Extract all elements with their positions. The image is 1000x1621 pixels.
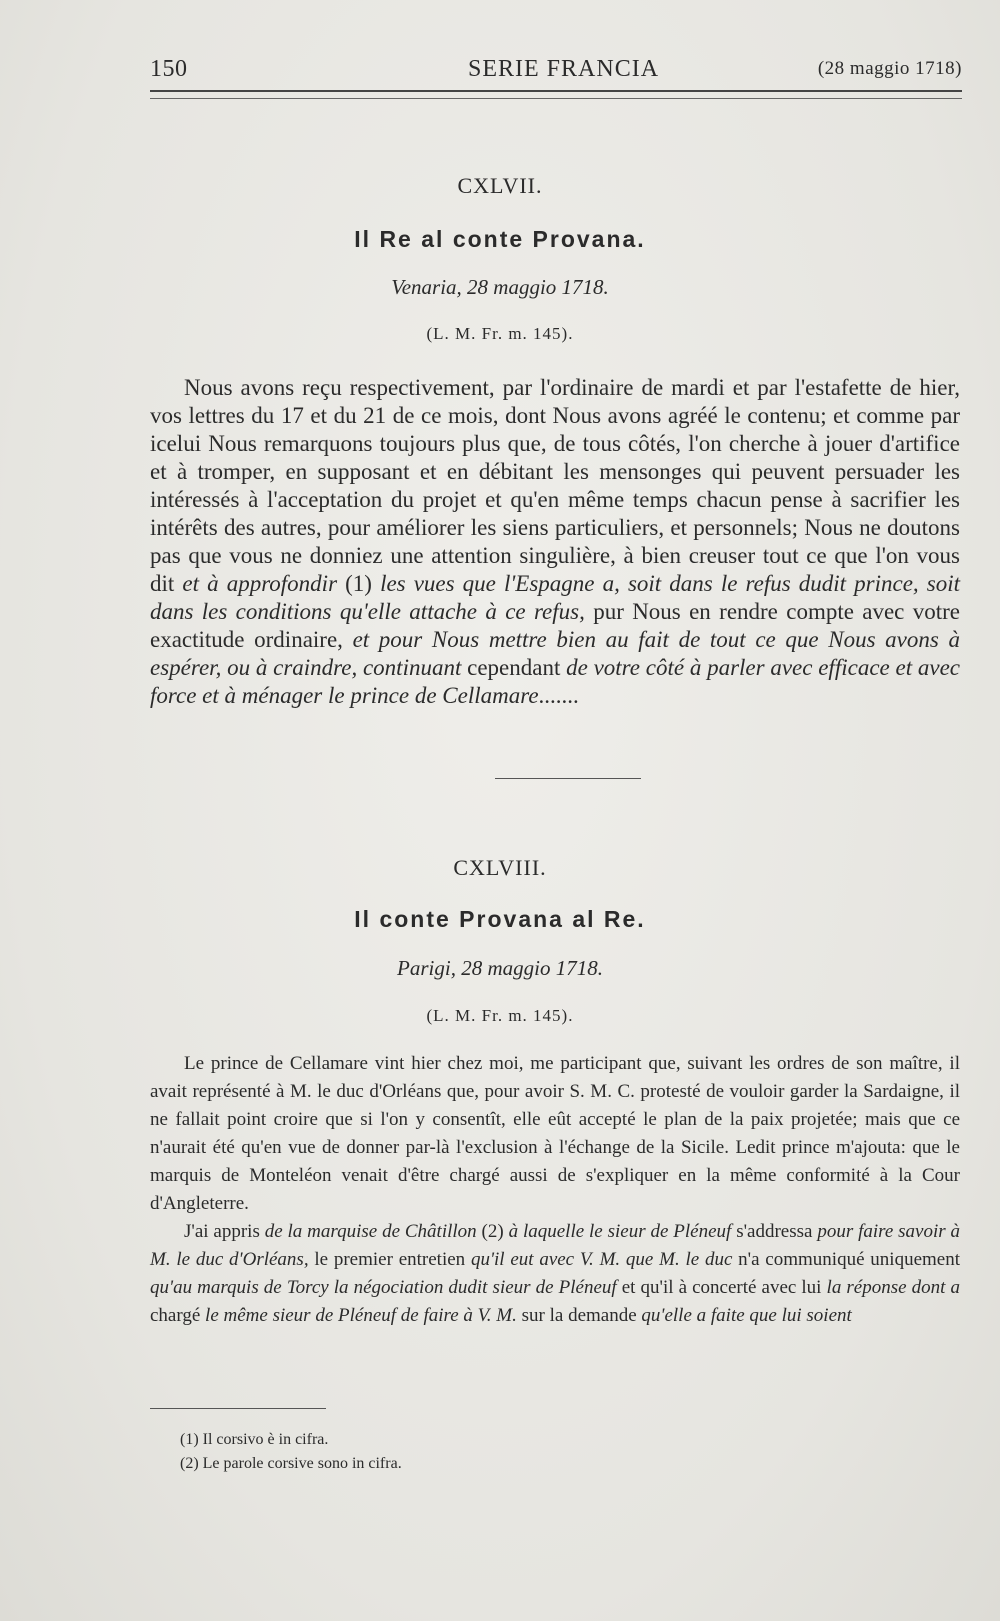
text-run: ....... xyxy=(538,683,579,708)
doc1-source: (L. M. Fr. m. 145). xyxy=(426,324,574,343)
ciphered-run: qu'elle a faite que lui soient xyxy=(641,1305,852,1326)
page-number: 150 xyxy=(150,56,188,82)
text-run: sur la demande xyxy=(516,1305,642,1326)
text-run: (1) xyxy=(337,571,381,596)
text-run: Nous avons reçu respectivement, par l'ordinaire de mardi et par l'estafette de hier, vos lettres du 17 et du 21 de ce mois, dont Nous avons agréé le contenu; et comme par icelui Nous remarquons toujours plus que, de tous côtés, l'on cherche à jouer d'artifice et à tromper, en supposant et en débitant les mensonges qui peuvent persuader les intéressés à l'acceptation du projet et qu'en même temps chacun pense à sacrifier les intérêts des autres, pour améliorer les siens particuliers, et personnels; Nous ne doutons pas que vous ne donniez une attention singulière, à bien creuser tout ce que l'on vous dit xyxy=(150,375,960,596)
header-rule xyxy=(150,90,962,99)
doc2-source: (L. M. Fr. m. 145). xyxy=(426,1006,574,1025)
ciphered-run: de votre côté à parler avec efficace et avec force et à ménager le prince de Cellamare xyxy=(150,655,960,708)
text-run: chargé xyxy=(150,1305,206,1326)
footnotes xyxy=(180,1428,402,1476)
doc1-place-date: Venaria, 28 maggio 1718. xyxy=(391,275,609,299)
footnote-rule xyxy=(150,1408,326,1409)
doc2-title: Il conte Provana al Re. xyxy=(354,906,646,932)
doc1-paragraph xyxy=(150,374,960,710)
doc1-body xyxy=(150,374,960,710)
text-run: s'addressa xyxy=(731,1221,818,1242)
text-run: cependant xyxy=(461,655,567,680)
footnote-2: (2) Le parole corsive sono in cifra. xyxy=(180,1455,402,1472)
text-run: J'ai appris xyxy=(184,1221,265,1242)
ciphered-run: qu'au marquis de Torcy la négociation dudit sieur de Pléneuf xyxy=(150,1277,617,1298)
ciphered-run: la réponse dont a xyxy=(826,1277,960,1298)
series-title: SERIE FRANCIA xyxy=(468,56,660,82)
ciphered-run: à laquelle le sieur de Pléneuf xyxy=(508,1221,732,1242)
doc1-number: CXLVII. xyxy=(457,173,543,198)
doc2-paragraph-1: Le prince de Cellamare vint hier chez moi, me participant que, suivant les ordres de son maître, il avait représenté à M. le duc d'Orléans que, pour avoir S. M. C. protesté de vouloir garder la Sardaigne, il ne fallait point croire que si l'on y consentît, elle eût accepté le plan de la paix projetée; mais que ce n'aurait été qu'en vue de donner par-là l'exclusion à l'échange de la Sicile. Ledit prince m'ajouta: que le marquis de Monteléon venait d'être chargé aussi de s'expliquer en la même conformité à la Cour d'Angleterre. xyxy=(150,1053,960,1214)
text-run: n'a communiqué uniquement xyxy=(732,1249,960,1270)
ciphered-run: et pour Nous mettre bien au fait de tout ce que Nous avons à espérer, ou à craindre, continuant xyxy=(150,627,960,680)
ciphered-run: qu'il eut avec V. M. que M. le duc xyxy=(470,1249,733,1270)
text-run: et qu'il à concerté avec lui xyxy=(616,1277,827,1298)
section-divider xyxy=(495,778,641,779)
text-run: pur Nous en rendre compte avec votre exactitude ordinaire, xyxy=(150,599,960,652)
doc1-title: Il Re al conte Provana. xyxy=(354,226,646,252)
doc2-number: CXLVIII. xyxy=(453,855,547,880)
doc2-body xyxy=(150,1050,960,1330)
doc2-place-date: Parigi, 28 maggio 1718. xyxy=(397,956,603,980)
ciphered-run: et à approfondir xyxy=(182,571,338,596)
text-run: le premier entretien xyxy=(308,1249,471,1270)
running-head xyxy=(150,50,962,86)
running-date: (28 maggio 1718) xyxy=(817,58,962,79)
ciphered-run: les vues que l'Espagne a, soit dans le refus dudit prince, soit dans les conditions qu'elle attache à ce refus, xyxy=(150,571,961,624)
ciphered-run: de la marquise de Châtillon xyxy=(264,1221,477,1242)
ciphered-run: le même sieur de Pléneuf de faire à V. M. xyxy=(205,1305,517,1326)
doc2-paragraph-2 xyxy=(150,1218,960,1330)
ciphered-run: pour faire savoir à M. le duc d'Orléans, xyxy=(150,1221,961,1270)
text-run: (2) xyxy=(476,1221,509,1242)
footnote-1: (1) Il corsivo è in cifra. xyxy=(180,1431,329,1448)
